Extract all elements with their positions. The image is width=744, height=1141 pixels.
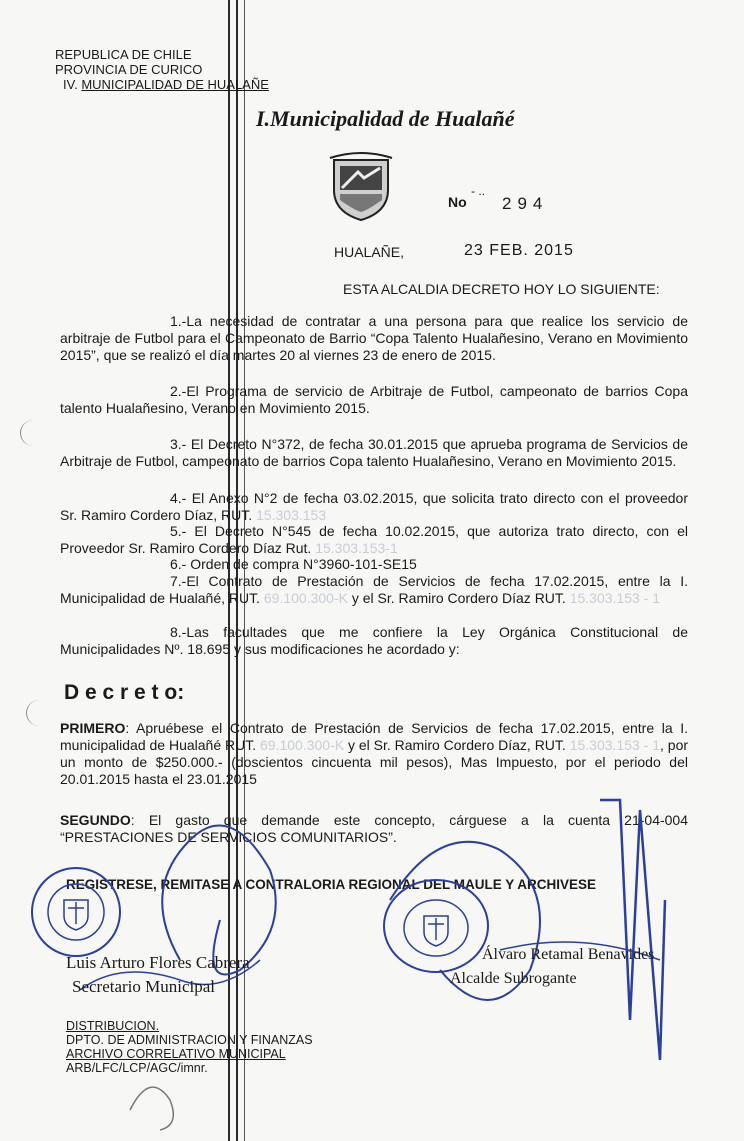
distribution-heading: DISTRIBUCION. bbox=[66, 1019, 160, 1033]
redacted-rut: 69.100.300-K bbox=[260, 737, 345, 753]
considerando-item-5: 5.- El Decreto N°545 de fecha 10.02.2015, que autoriza trato directo, con el Proveedor Sr. Ramiro Cordero Díaz Rut. 15.303.153-1 bbox=[60, 523, 688, 556]
considerando-item-4: 4.- El Anexo N°2 de fecha 03.02.2015, que solicita trato directo con el proveedor Sr. Ramiro Cordero Díaz, RUT. 15.303.153 bbox=[60, 490, 688, 523]
punch-hole-mark bbox=[26, 700, 53, 726]
decree-number: 294 bbox=[502, 194, 549, 213]
decree-article-primero: PRIMERO: Apruébese el Contrato de Prestación de Servicios de fecha 17.02.2015, entre la I. municipalidad de Hualañé RUT. 69.100.300-K y el Sr. Ramiro Cordero Díaz, RUT. 15.303.153 - 1, por un monto de $250.000.- (doscientos cincuenta mil pesos), Mas Impuesto, por el periodo del 20.01.2015 hasta el 23.01.2015 bbox=[60, 720, 689, 787]
closing-instruction: REGISTRESE, REMITASE A CONTRALORIA REGIONAL DEL MAULE Y ARCHIVESE bbox=[66, 877, 597, 892]
considerando-item-1: 1.-La necesidad de contratar a una persona para que realice los servicio de arbitraje de Futbol para el Campeonato de Barrio “Copa Talento Hualañesino, Verano en Movimiento 2015”, que se realizó el día martes 20 al viernes 23 de enero de 2015. bbox=[60, 313, 688, 363]
considerando-item-3: 3.- El Decreto N°372, de fecha 30.01.2015 que aprueba programa de Servicios de Arbitraje de Futbol, campeonato de barrios Copa talento Hualañesino, Verano en Movimiento 2015. bbox=[60, 436, 688, 469]
header-country: REPUBLICA DE CHILE bbox=[55, 47, 192, 62]
signatory-right-name: Álvaro Retamal Benavides bbox=[482, 946, 655, 963]
decree-intro: ESTA ALCALDIA DECRETO HOY LO SIGUIENTE: bbox=[343, 281, 660, 297]
header-province: PROVINCIA DE CURICO bbox=[55, 62, 203, 77]
considerando-item-6: 6.- Orden de compra N°3960-101-SE15 bbox=[170, 556, 417, 572]
punch-hole-mark bbox=[20, 420, 47, 446]
distribution-line: DPTO. DE ADMINISTRACION Y FINANZAS bbox=[66, 1033, 313, 1047]
header-municipality: IV. MUNICIPALIDAD DE HUALAÑE bbox=[63, 77, 269, 92]
redacted-rut: 15.303.153 bbox=[256, 507, 327, 523]
decree-place: HUALAÑE, bbox=[334, 244, 405, 260]
redacted-rut: 15.303.153 - 1 bbox=[569, 737, 660, 753]
decree-number-label: No bbox=[448, 194, 467, 210]
decree-date: 23 FEB. 2015 bbox=[464, 242, 574, 259]
signatory-right-title: Alcalde Subrogante bbox=[450, 970, 577, 987]
decreto-heading: D e c r e t o: bbox=[64, 681, 185, 704]
signatory-left-name: Luis Arturo Flores Cabrera bbox=[66, 953, 250, 972]
redacted-rut: 69.100.300-K bbox=[263, 590, 348, 606]
municipal-crest-icon bbox=[328, 150, 394, 222]
header-block bbox=[55, 47, 269, 92]
redacted-rut: 15.303.153 bbox=[569, 590, 640, 606]
distribution-line: ARCHIVO CORRELATIVO MUNICIPAL bbox=[66, 1047, 286, 1061]
considerando-item-7: 7.-El Contrato de Prestación de Servicios de fecha 17.02.2015, entre la I. Municipalidad de Hualañé, RUT. 69.100.300-K y el Sr. Ramiro Cordero Díaz RUT. 15.303.153 - 1 bbox=[60, 573, 688, 606]
considerando-item-2: 2.-El Programa de servicio de Arbitraje de Futbol, campeonato de barrios Copa talento Hualañesino, Verano en Movimiento 2015. bbox=[60, 383, 688, 416]
decree-number-marks: - .. bbox=[471, 184, 485, 198]
redacted-rut: 15.303.153-1 bbox=[315, 540, 398, 556]
decree-article-segundo: SEGUNDO: El gasto que demande este concepto, cárguese a la cuenta 21-04-004 “PRESTACIONES DE SERVICIOS COMUNITARIOS”. bbox=[60, 812, 688, 845]
signatory-left-title: Secretario Municipal bbox=[72, 977, 216, 996]
distribution-block bbox=[66, 1019, 313, 1075]
distribution-initials: ARB/LFC/LCP/AGC/imnr. bbox=[66, 1061, 208, 1075]
municipality-title: I.Municipalidad de Hualañé bbox=[256, 106, 515, 131]
considerando-item-8: 8.-Las facultades que me confiere la Ley Orgánica Constitucional de Municipalidades Nº. 18.695 y sus modificaciones he acordado y: bbox=[60, 624, 688, 657]
